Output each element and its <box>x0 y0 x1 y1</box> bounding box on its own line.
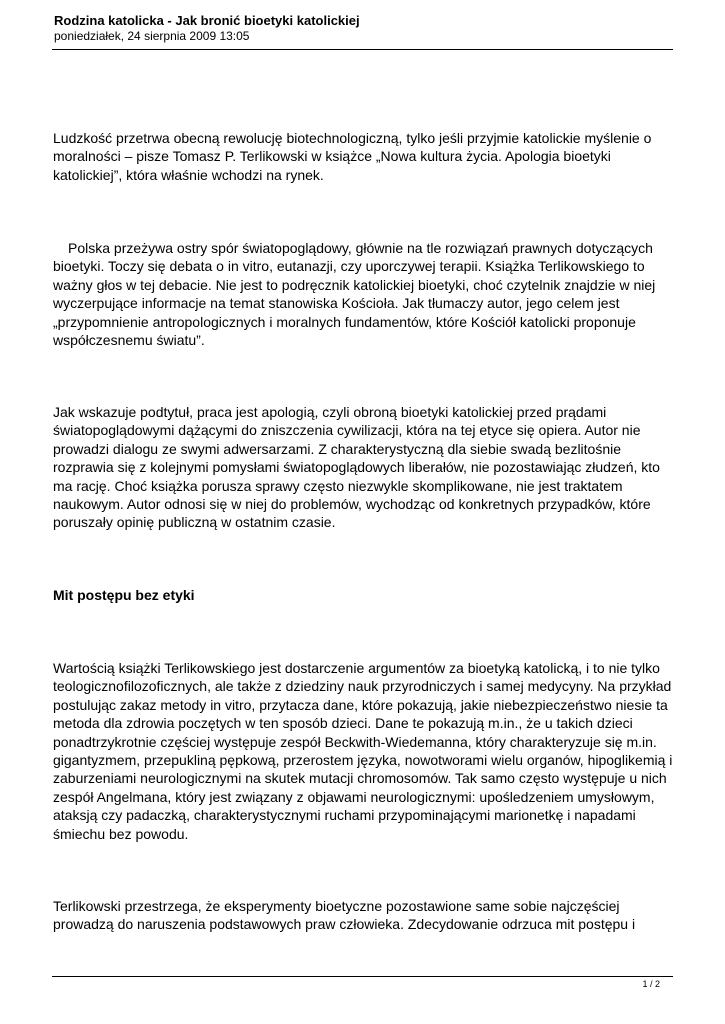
document-date: poniedziałek, 24 sierpnia 2009 13:05 <box>54 29 250 43</box>
article-paragraph: Wartością książki Terlikowskiego jest dostarczenie argumentów za bioetyką katolicką, i to nie tylko teologicznofilozoficznych, ale także z dziedziny nauk przyrodniczych i samej medycyny. Na przykład postulując zakaz metody in vitro, przytacza dane, które pokazują, jakie niebezpieczeństwo niesie ta metoda dla zdrowia poczętych w ten sposób dzieci. Dane te pokazują m.in., że u takich dzieci ponadtrzykrotnie częściej występuje zespół Beckwith-Wiedemanna, który charakteryzuje się m.in. gigantyzmem, przepukliną pępkową, przerostem języka, nowotworami wielu organów, hipoglikemią i zaburzeniami neurologicznymi na skutek mutacji chromosomów. Tak samo często występuje u nich zespół Angelmana, który jest związany z objawami neurologicznymi: upośledzeniem umysłowym, ataksją czy padaczką, charakterystycznymi ruchami przypominającymi marionetkę i napadami śmiechu bez powodu. <box>53 660 673 842</box>
article-paragraph: Ludzkość przetrwa obecną rewolucję biotechnologiczną, tylko jeśli przyjmie katolickie myślenie o moralności – pisze Tomasz P. Terlikowski w książce „Nowa kultura życia. Apologia bioetyki katolickiej”, która właśnie wchodzi na rynek. <box>53 130 652 183</box>
document-title: Rodzina katolicka - Jak bronić bioetyki katolickiej <box>54 13 360 28</box>
page-number: 1 / 2 <box>642 979 660 989</box>
article-paragraph: Jak wskazuje podtytuł, praca jest apologią, czyli obroną bioetyki katolickiej przed prądami światopoglądowymi dążącymi do zniszczenia cywilizacji, która na tej etyce się opiera. Autor nie prowadzi dialogu ze swymi adwersarzami. Z charakterystyczną dla siebie swadą bezlitośnie rozprawia się z kolejnymi pomysłami światopoglądowych liberałów, nie pozostawiając złudzeń, kto ma rację. Choć książka porusza sprawy często niezwykle skomplikowane, nie jest traktatem naukowym. Autor odnosi się w niej do problemów, wychodząc od konkretnych przypadków, które poruszały opinię publiczną w ostatnim czasie. <box>53 404 660 531</box>
article-paragraph: Polska przeżywa ostry spór światopoglądowy, głównie na tle rozwiązań prawnych dotyczących bioetyki. Toczy się debata o in vitro, eutanazji, czy uporczywej terapii. Książka Terlikowskiego to ważny głos w tej debacie. Nie jest to podręcznik katolickiej bioetyki, choć czytelnik znajdzie w niej wyczerpujące informacje na temat stanowiska Kościoła. Jak tłumaczy autor, jego celem jest „przypomnienie antropologicznych i moralnych fundamentów, które Kościół katolicki proponuje współczesnemu światu”. <box>53 240 656 349</box>
article-paragraph: Terlikowski przestrzega, że eksperymenty bioetyczne pozostawione same sobie najczęściej prowadzą do naruszenia podstawowych praw człowieka. Zdecydowanie odrzuca mit postępu i <box>53 898 636 933</box>
section-heading: Mit postępu bez etyki <box>53 587 195 603</box>
footer-divider <box>52 976 673 977</box>
document-header <box>54 13 674 44</box>
header-divider <box>52 49 673 50</box>
